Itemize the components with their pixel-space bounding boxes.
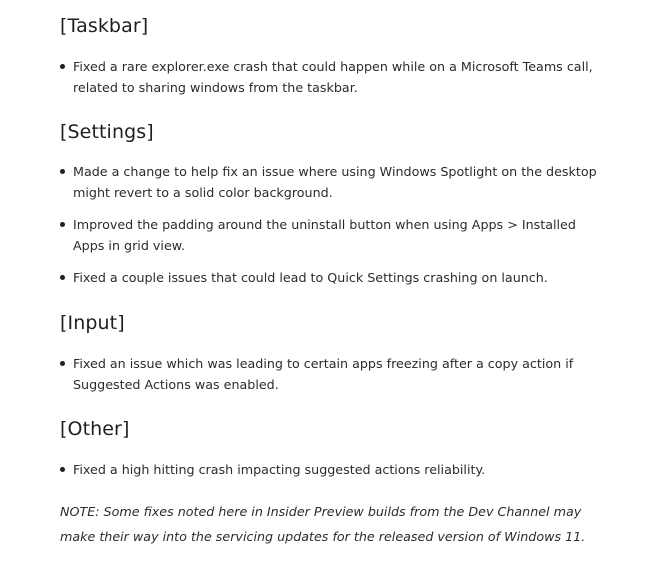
section-heading-other: [Other] (60, 418, 130, 440)
list-item (60, 161, 600, 203)
fix-text: Fixed a couple issues that could lead to Quick Settings crashing on launch. (73, 270, 548, 285)
taskbar-fix-list (60, 56, 600, 98)
bullet-icon (60, 64, 65, 69)
fix-text: Fixed an issue which was leading to certain apps freezing after a copy action if Suggested Actions was enabled. (73, 356, 574, 392)
fix-text: Made a change to help fix an issue where using Windows Spotlight on the desktop might revert to a solid color background. (73, 164, 597, 200)
section-heading-input: [Input] (60, 312, 125, 334)
list-item (60, 267, 600, 288)
list-item (60, 56, 600, 98)
section-settings (60, 118, 600, 299)
other-fix-list (60, 459, 600, 480)
section-other (60, 415, 600, 491)
list-item (60, 459, 600, 480)
settings-fix-list (60, 161, 600, 288)
input-fix-list (60, 353, 600, 395)
section-taskbar (60, 12, 600, 109)
section-heading-settings: [Settings] (60, 121, 154, 143)
fix-text: Improved the padding around the uninstall button when using Apps > Installed Apps in grid view. (73, 217, 576, 253)
section-input (60, 309, 600, 406)
bullet-icon (60, 467, 65, 472)
list-item (60, 214, 600, 256)
bullet-icon (60, 361, 65, 366)
fix-text: Fixed a high hitting crash impacting suggested actions reliability. (73, 462, 486, 477)
bullet-icon (60, 169, 65, 174)
list-item (60, 353, 600, 395)
bullet-icon (60, 275, 65, 280)
section-heading-taskbar: [Taskbar] (60, 15, 149, 37)
bullet-icon (60, 222, 65, 227)
servicing-note: NOTE: Some fixes noted here in Insider Preview builds from the Dev Channel may make their way into the servicing updates for the released version of Windows 11. (60, 504, 586, 544)
fix-text: Fixed a rare explorer.exe crash that could happen while on a Microsoft Teams call, related to sharing windows from the taskbar. (73, 59, 593, 95)
